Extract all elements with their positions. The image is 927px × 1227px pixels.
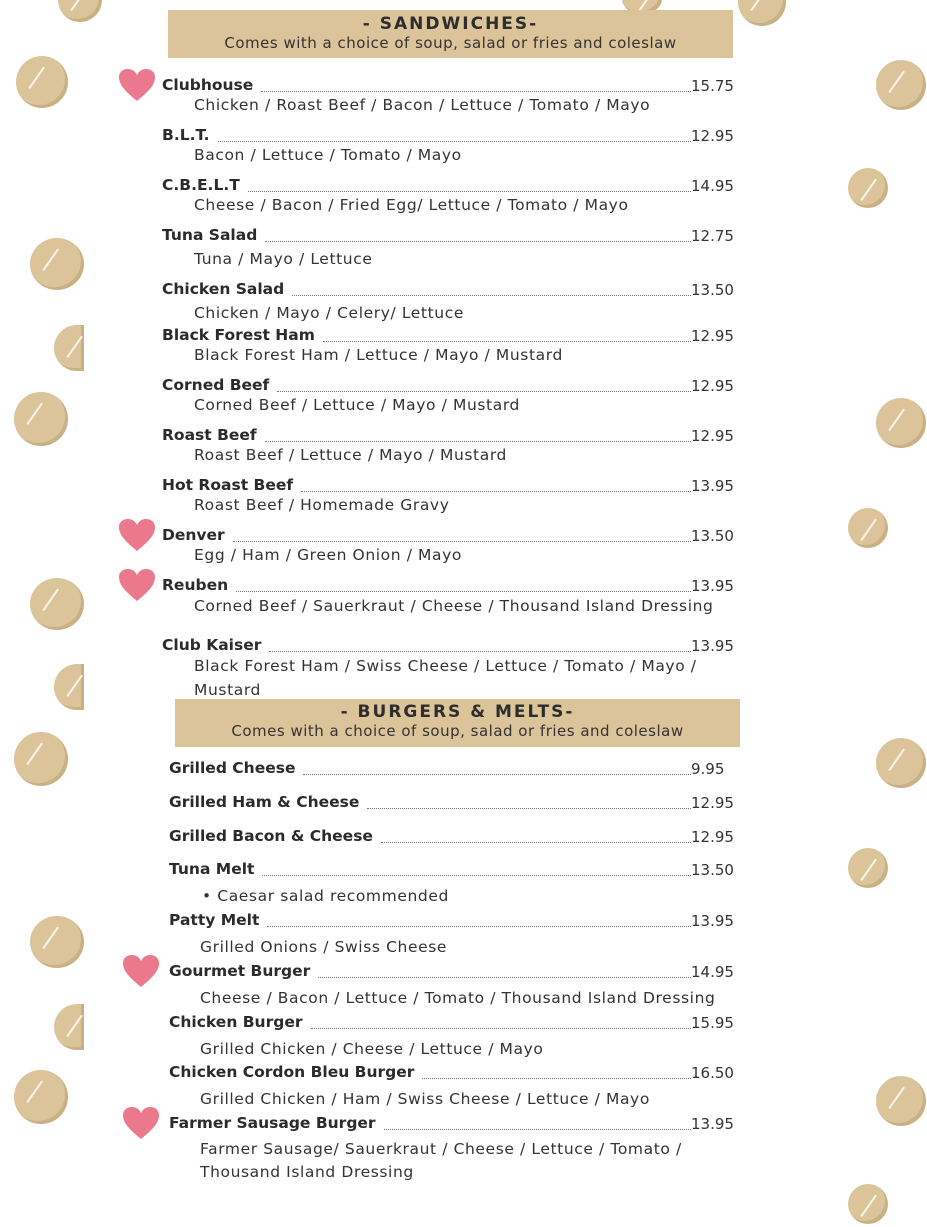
decorative-dot-icon — [14, 392, 68, 446]
dotted-leader — [267, 926, 691, 927]
menu-item-name: Chicken Burger — [169, 1013, 303, 1031]
favorite-heart-icon — [117, 517, 157, 553]
dotted-leader — [265, 441, 691, 442]
decorative-dot-icon — [876, 738, 926, 788]
menu-item-description: Egg / Ham / Green Onion / Mayo — [194, 546, 462, 564]
menu-item-price: 14.95 — [691, 963, 734, 981]
menu-item-name: Tuna Salad — [162, 226, 258, 244]
decorative-dot-icon — [14, 732, 68, 786]
burgers-banner — [175, 699, 740, 747]
menu-item-price: 16.50 — [691, 1064, 734, 1082]
menu-item-price: 9.95 — [691, 760, 725, 778]
favorite-heart-icon — [121, 953, 161, 989]
decorative-dot-icon — [848, 1184, 888, 1224]
decorative-dot-icon — [876, 1076, 926, 1126]
menu-item-name: Grilled Cheese — [169, 759, 296, 777]
menu-item-description: Bacon / Lettuce / Tomato / Mayo — [194, 146, 462, 164]
menu-item-price: 15.75 — [691, 77, 734, 95]
dotted-leader — [261, 91, 691, 92]
menu-item-description: Chicken / Mayo / Celery/ Lettuce — [194, 304, 464, 322]
menu-item-description: Thousand Island Dressing — [200, 1163, 414, 1181]
menu-item-price: 13.50 — [691, 861, 734, 879]
sandwiches-title: - SANDWICHES- — [362, 14, 539, 34]
menu-item-description: Corned Beef / Sauerkraut / Cheese / Thousand Island Dressing — [194, 597, 714, 615]
menu-item-description: Grilled Chicken / Cheese / Lettuce / Mayo — [200, 1040, 544, 1058]
menu-item-price: 13.95 — [691, 1115, 734, 1133]
menu-item-description: Farmer Sausage/ Sauerkraut / Cheese / Lettuce / Tomato / — [200, 1140, 682, 1158]
menu-item-description: Black Forest Ham / Swiss Cheese / Lettuce / Tomato / Mayo / — [194, 657, 697, 675]
dotted-leader — [381, 842, 691, 843]
decorative-dot-icon — [876, 60, 926, 110]
menu-item-description: Chicken / Roast Beef / Bacon / Lettuce / Tomato / Mayo — [194, 96, 651, 114]
menu-item-name: Farmer Sausage Burger — [169, 1114, 376, 1132]
menu-item-name: Grilled Bacon & Cheese — [169, 827, 373, 845]
favorite-heart-icon — [117, 567, 157, 603]
favorite-heart-icon — [117, 67, 157, 103]
dotted-leader — [303, 774, 691, 775]
decorative-dot-icon — [54, 1004, 84, 1050]
decorative-dot-icon — [14, 1070, 68, 1124]
decorative-dot-icon — [58, 0, 102, 22]
menu-item-description: Black Forest Ham / Lettuce / Mayo / Mustard — [194, 346, 563, 364]
dotted-leader — [265, 241, 691, 242]
menu-item-name: Reuben — [162, 576, 229, 594]
menu-item-price: 12.95 — [691, 377, 734, 395]
menu-item-name: Clubhouse — [162, 76, 254, 94]
decorative-dot-icon — [738, 0, 786, 26]
dotted-leader — [292, 295, 691, 296]
menu-item-name: Club Kaiser — [162, 636, 262, 654]
sandwiches-subtitle: Comes with a choice of soup, salad or fries and coleslaw — [224, 34, 677, 52]
decorative-dot-icon — [16, 56, 68, 108]
dotted-leader — [318, 977, 691, 978]
menu-item-description: Tuna / Mayo / Lettuce — [194, 250, 373, 268]
decorative-dot-icon — [848, 168, 888, 208]
menu-item-name: Tuna Melt — [169, 860, 255, 878]
decorative-dot-icon — [848, 848, 888, 888]
menu-item-price: 12.95 — [691, 794, 734, 812]
menu-item-price: 13.95 — [691, 912, 734, 930]
dotted-leader — [422, 1078, 691, 1079]
dotted-leader — [301, 491, 691, 492]
burgers-subtitle: Comes with a choice of soup, salad or fries and coleslaw — [231, 722, 684, 740]
dotted-leader — [218, 141, 691, 142]
decorative-dot-icon — [30, 578, 84, 630]
menu-item-name: Black Forest Ham — [162, 326, 315, 344]
decorative-dot-icon — [54, 664, 84, 710]
dotted-leader — [269, 651, 691, 652]
menu-item-price: 15.95 — [691, 1014, 734, 1032]
dotted-leader — [248, 191, 691, 192]
menu-item-price: 12.95 — [691, 427, 734, 445]
menu-item-name: Denver — [162, 526, 225, 544]
menu-item-description: • Caesar salad recommended — [202, 887, 449, 905]
menu-item-name: Gourmet Burger — [169, 962, 311, 980]
dotted-leader — [311, 1028, 692, 1029]
menu-item-name: Grilled Ham & Cheese — [169, 793, 360, 811]
menu-item-price: 13.50 — [691, 281, 734, 299]
favorite-heart-icon — [121, 1105, 161, 1141]
menu-item-name: Corned Beef — [162, 376, 270, 394]
decorative-dot-icon — [30, 238, 84, 290]
menu-item-price: 13.95 — [691, 577, 734, 595]
decorative-dot-icon — [30, 916, 84, 968]
dotted-leader — [323, 341, 691, 342]
decorative-dot-icon — [54, 325, 84, 371]
menu-item-price: 12.95 — [691, 828, 734, 846]
dotted-leader — [233, 541, 691, 542]
menu-item-price: 13.95 — [691, 477, 734, 495]
menu-item-description: Roast Beef / Lettuce / Mayo / Mustard — [194, 446, 507, 464]
dotted-leader — [367, 808, 691, 809]
decorative-dot-icon — [848, 508, 888, 548]
menu-item-description: Roast Beef / Homemade Gravy — [194, 496, 450, 514]
dotted-leader — [384, 1129, 691, 1130]
burgers-title: - BURGERS & MELTS- — [340, 702, 575, 722]
sandwiches-banner — [168, 10, 733, 58]
menu-item-description: Cheese / Bacon / Lettuce / Tomato / Thousand Island Dressing — [200, 989, 716, 1007]
menu-item-name: Roast Beef — [162, 426, 257, 444]
menu-item-name: Chicken Cordon Bleu Burger — [169, 1063, 415, 1081]
menu-item-name: Patty Melt — [169, 911, 260, 929]
dotted-leader — [277, 391, 691, 392]
menu-item-price: 13.50 — [691, 527, 734, 545]
menu-item-name: B.L.T. — [162, 126, 210, 144]
menu-item-price: 12.75 — [691, 227, 734, 245]
menu-item-price: 12.95 — [691, 327, 734, 345]
dotted-leader — [236, 591, 691, 592]
decorative-dot-icon — [876, 398, 926, 448]
menu-item-name: Chicken Salad — [162, 280, 285, 298]
menu-item-name: Hot Roast Beef — [162, 476, 294, 494]
menu-item-description: Grilled Chicken / Ham / Swiss Cheese / Lettuce / Mayo — [200, 1090, 650, 1108]
menu-item-price: 14.95 — [691, 177, 734, 195]
menu-item-description: Corned Beef / Lettuce / Mayo / Mustard — [194, 396, 520, 414]
menu-item-price: 13.95 — [691, 637, 734, 655]
dotted-leader — [262, 875, 691, 876]
menu-item-description: Cheese / Bacon / Fried Egg/ Lettuce / Tomato / Mayo — [194, 196, 629, 214]
menu-item-description: Grilled Onions / Swiss Cheese — [200, 938, 448, 956]
menu-item-name: C.B.E.L.T — [162, 176, 240, 194]
menu-item-price: 12.95 — [691, 127, 734, 145]
menu-item-description: Mustard — [194, 681, 261, 699]
